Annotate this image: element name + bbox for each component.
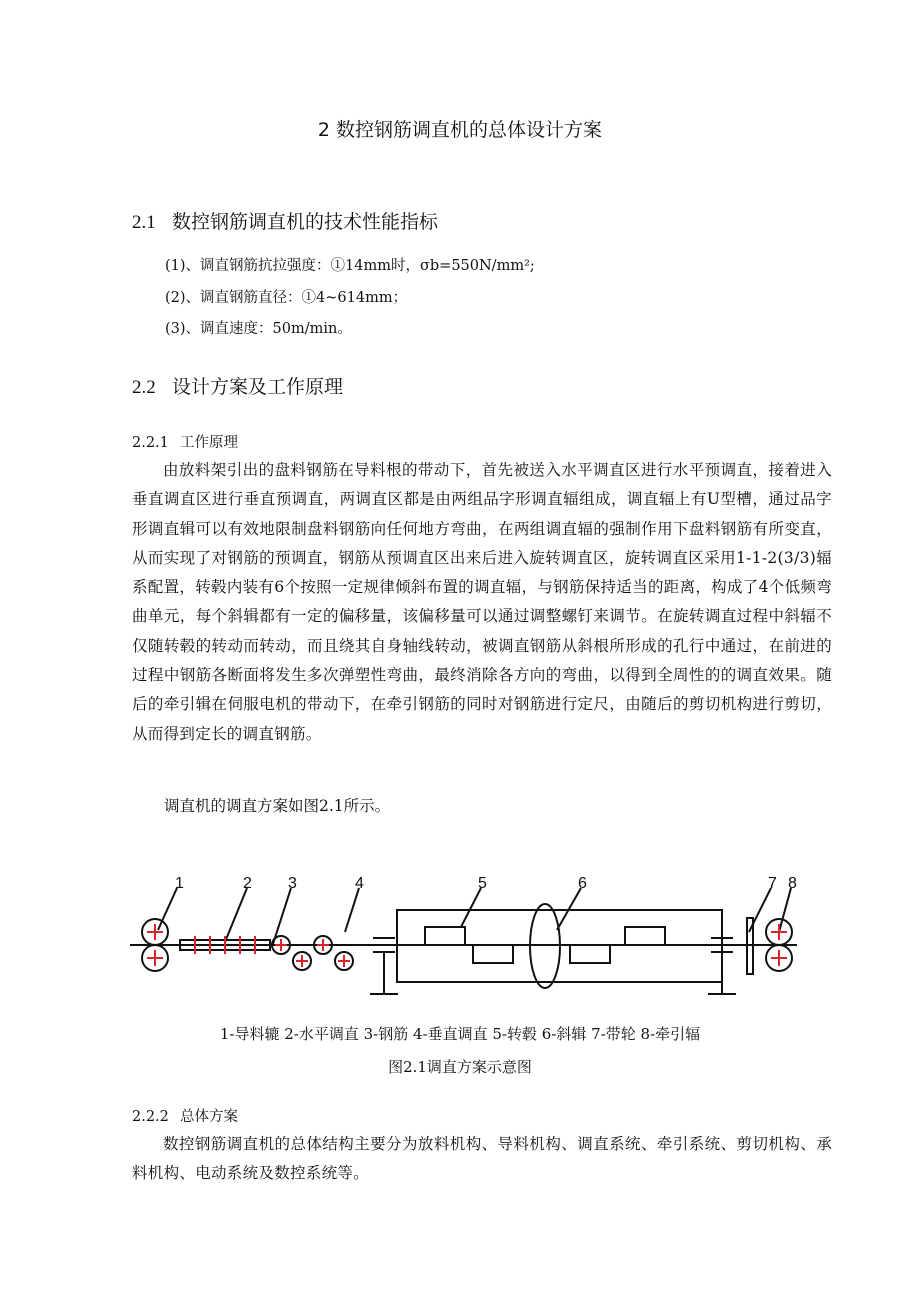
figure-reference-text: 调直机的调直方案如图2.1所示。 xyxy=(164,797,391,815)
straightening-scheme-diagram xyxy=(125,872,805,1022)
figure-label-3: 3 xyxy=(288,875,297,892)
overall-scheme-paragraph: 数控钢筋调直机的总体结构主要分为放料机构、导料机构、调直系统、牵引系统、剪切机构、承料机构、电动系统及数控系统等。 xyxy=(132,1135,832,1183)
working-principle-paragraph: 由放料架引出的盘料钢筋在导料根的带动下，首先被送入水平调直区进行水平预调直，接着进入垂直调直区进行垂直预调直，两调直区都是由两组品字形调直辐组成，调直辐上有U型槽，通过品字形调直辑可以有效地限制盘料钢筋向任何地方弯曲，在两组调直辐的强制作用下盘料钢筋有所变直，从而实现了对钢筋的预调直，钢筋从预调直区出来后进入旋转调直区，旋转调直区采用1-1-2(3/3)辐系配置，转毂内装有6个按照一定规律倾斜布置的调直辐，与钢筋保持适当的距离，构成了4个低频弯曲单元，每个斜辑都有一定的偏移量，该偏移量可以通过调整螺钉来调节。在旋转调直过程中斜辐不仅随转毂的转动而转动，而且绕其自身轴线转动，被调直钢筋从斜根所形成的孔行中通过，在前进的过程中钢筋各断面将发生多次弹塑性弯曲，最终消除各方向的弯曲，以得到全周性的的调直效果。随后的牵引辑在伺服电机的带动下，在牵引钢筋的同时对钢筋进行定尺，由随后的剪切机构进行剪切，从而得到定长的调直钢筋。 xyxy=(132,461,832,743)
section-number: 2.1 xyxy=(132,212,156,233)
subsection-title: 工作原理 xyxy=(180,435,238,451)
figure-label-4: 4 xyxy=(355,875,364,892)
section-heading-2-1 xyxy=(132,207,438,234)
figure-legend: 1-导料辘 2-水平调直 3-钢筋 4-垂直调直 5-转毂 6-斜辑 7-带轮 8-牵引辐 xyxy=(219,1025,701,1043)
figure-label-2: 2 xyxy=(243,875,252,892)
figure-label-6: 6 xyxy=(578,875,587,892)
section-number: 2.2 xyxy=(132,377,156,398)
section-title: 数控钢筋调直机的技术性能指标 xyxy=(172,211,439,233)
figure-label-1: 1 xyxy=(175,875,184,892)
section-title: 设计方案及工作原理 xyxy=(172,376,344,398)
subsection-number: 2.2.2 xyxy=(132,1109,169,1125)
spec-item-3: (3)、调直速度：50m/min。 xyxy=(165,321,352,337)
figure-label-5: 5 xyxy=(478,875,487,892)
figure-label-7: 7 xyxy=(768,875,777,892)
subsection-title: 总体方案 xyxy=(180,1109,238,1125)
chapter-title: 2 数控钢筋调直机的总体设计方案 xyxy=(317,119,603,141)
subsection-number: 2.2.1 xyxy=(132,435,169,451)
subsection-heading-2-2-1 xyxy=(132,431,238,452)
figure-label-8: 8 xyxy=(788,875,797,892)
figure-caption: 图2.1调直方案示意图 xyxy=(388,1058,532,1076)
subsection-heading-2-2-2 xyxy=(132,1105,238,1126)
section-heading-2-2 xyxy=(132,372,343,399)
spec-item-1: (1)、调直钢筋抗拉强度：①14mm时，σb=550N/mm²; xyxy=(165,258,535,274)
spec-item-2: (2)、调直钢筋直径：①4~614mm； xyxy=(165,290,408,306)
